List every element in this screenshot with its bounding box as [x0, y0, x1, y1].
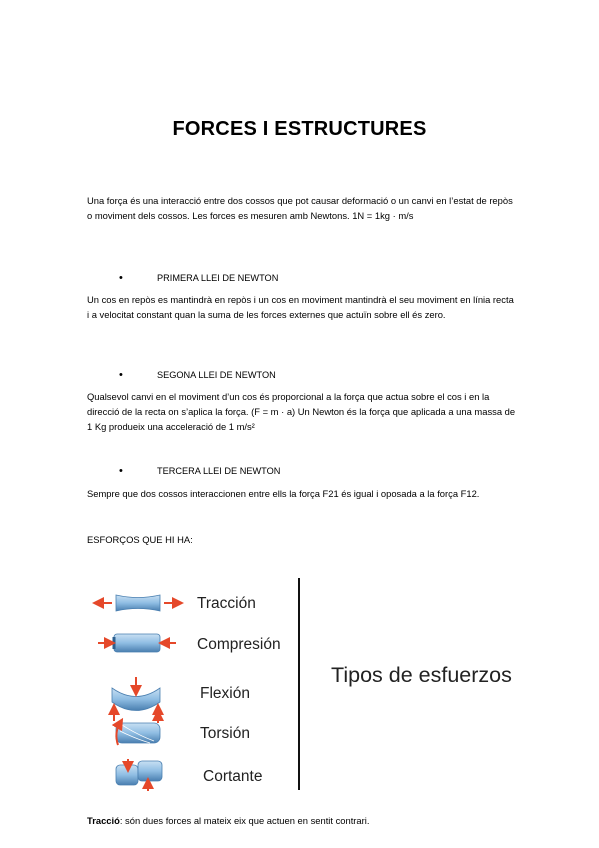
traction-definition: [87, 815, 369, 826]
law-2-heading: [119, 369, 276, 381]
bullet-icon: •: [119, 272, 123, 284]
shear-icon: [116, 759, 162, 791]
bullet-icon: •: [119, 465, 123, 477]
traction-text: : són dues forces al mateix eix que actuen en sentit contrari.: [119, 815, 370, 826]
traction-label: Tracción: [197, 595, 256, 612]
law-3-paragraph: Sempre que dos cossos interaccionen entre ells la força F21 és igual i oposada a la força F12.: [87, 488, 480, 499]
page-title: FORCES I ESTRUCTURES: [172, 118, 427, 140]
torsion-label: Torsión: [200, 725, 250, 742]
law-2-paragraph: Qualsevol canvi en el moviment d’un cos és proporcional a la força que actua sobre el cos i en la direcció de la recta on s’aplica la força. (F = m · a) Un Newton és la força que aplicada a una massa de 1 Kg produeix una acceleració de 1 m/s²: [87, 391, 516, 432]
shear-label: Cortante: [203, 768, 263, 785]
bullet-icon: •: [119, 369, 123, 381]
compression-label: Compresión: [197, 636, 281, 653]
law-3-heading: [119, 465, 280, 477]
compression-icon: [98, 634, 176, 652]
law-3-title: TERCERA LLEI DE NEWTON: [157, 466, 281, 476]
intro-paragraph: Una força és una interacció entre dos cossos que pot causar deformació o un canvi en l’estat de repòs o moviment dels cossos. Les forces es mesuren amb Newtons. 1N = 1kg · m/s: [87, 195, 513, 221]
traction-term: Tracció: [87, 815, 120, 826]
law-2-title: SEGONA LLEI DE NEWTON: [157, 370, 276, 380]
law-1-heading: [119, 272, 278, 284]
bending-label: Flexión: [200, 685, 250, 702]
figure-divider: [298, 578, 300, 790]
stress-illustrations: [88, 573, 298, 798]
traction-icon: [98, 595, 178, 611]
stresses-section-label: ESFORÇOS QUE HI HA:: [87, 534, 193, 545]
law-1-paragraph: Un cos en repòs es mantindrà en repòs i un cos en moviment mantindrà el seu moviment en línia recta i a velocitat constant quan la suma de les forces externes que actuïn sobre ell és zero.: [87, 294, 514, 320]
bending-icon: [112, 677, 160, 721]
figure-heading: Tipos de esfuerzos: [331, 663, 512, 687]
torsion-icon: [116, 715, 160, 745]
stress-types-figure: [88, 573, 518, 798]
law-1-title: PRIMERA LLEI DE NEWTON: [157, 273, 279, 283]
